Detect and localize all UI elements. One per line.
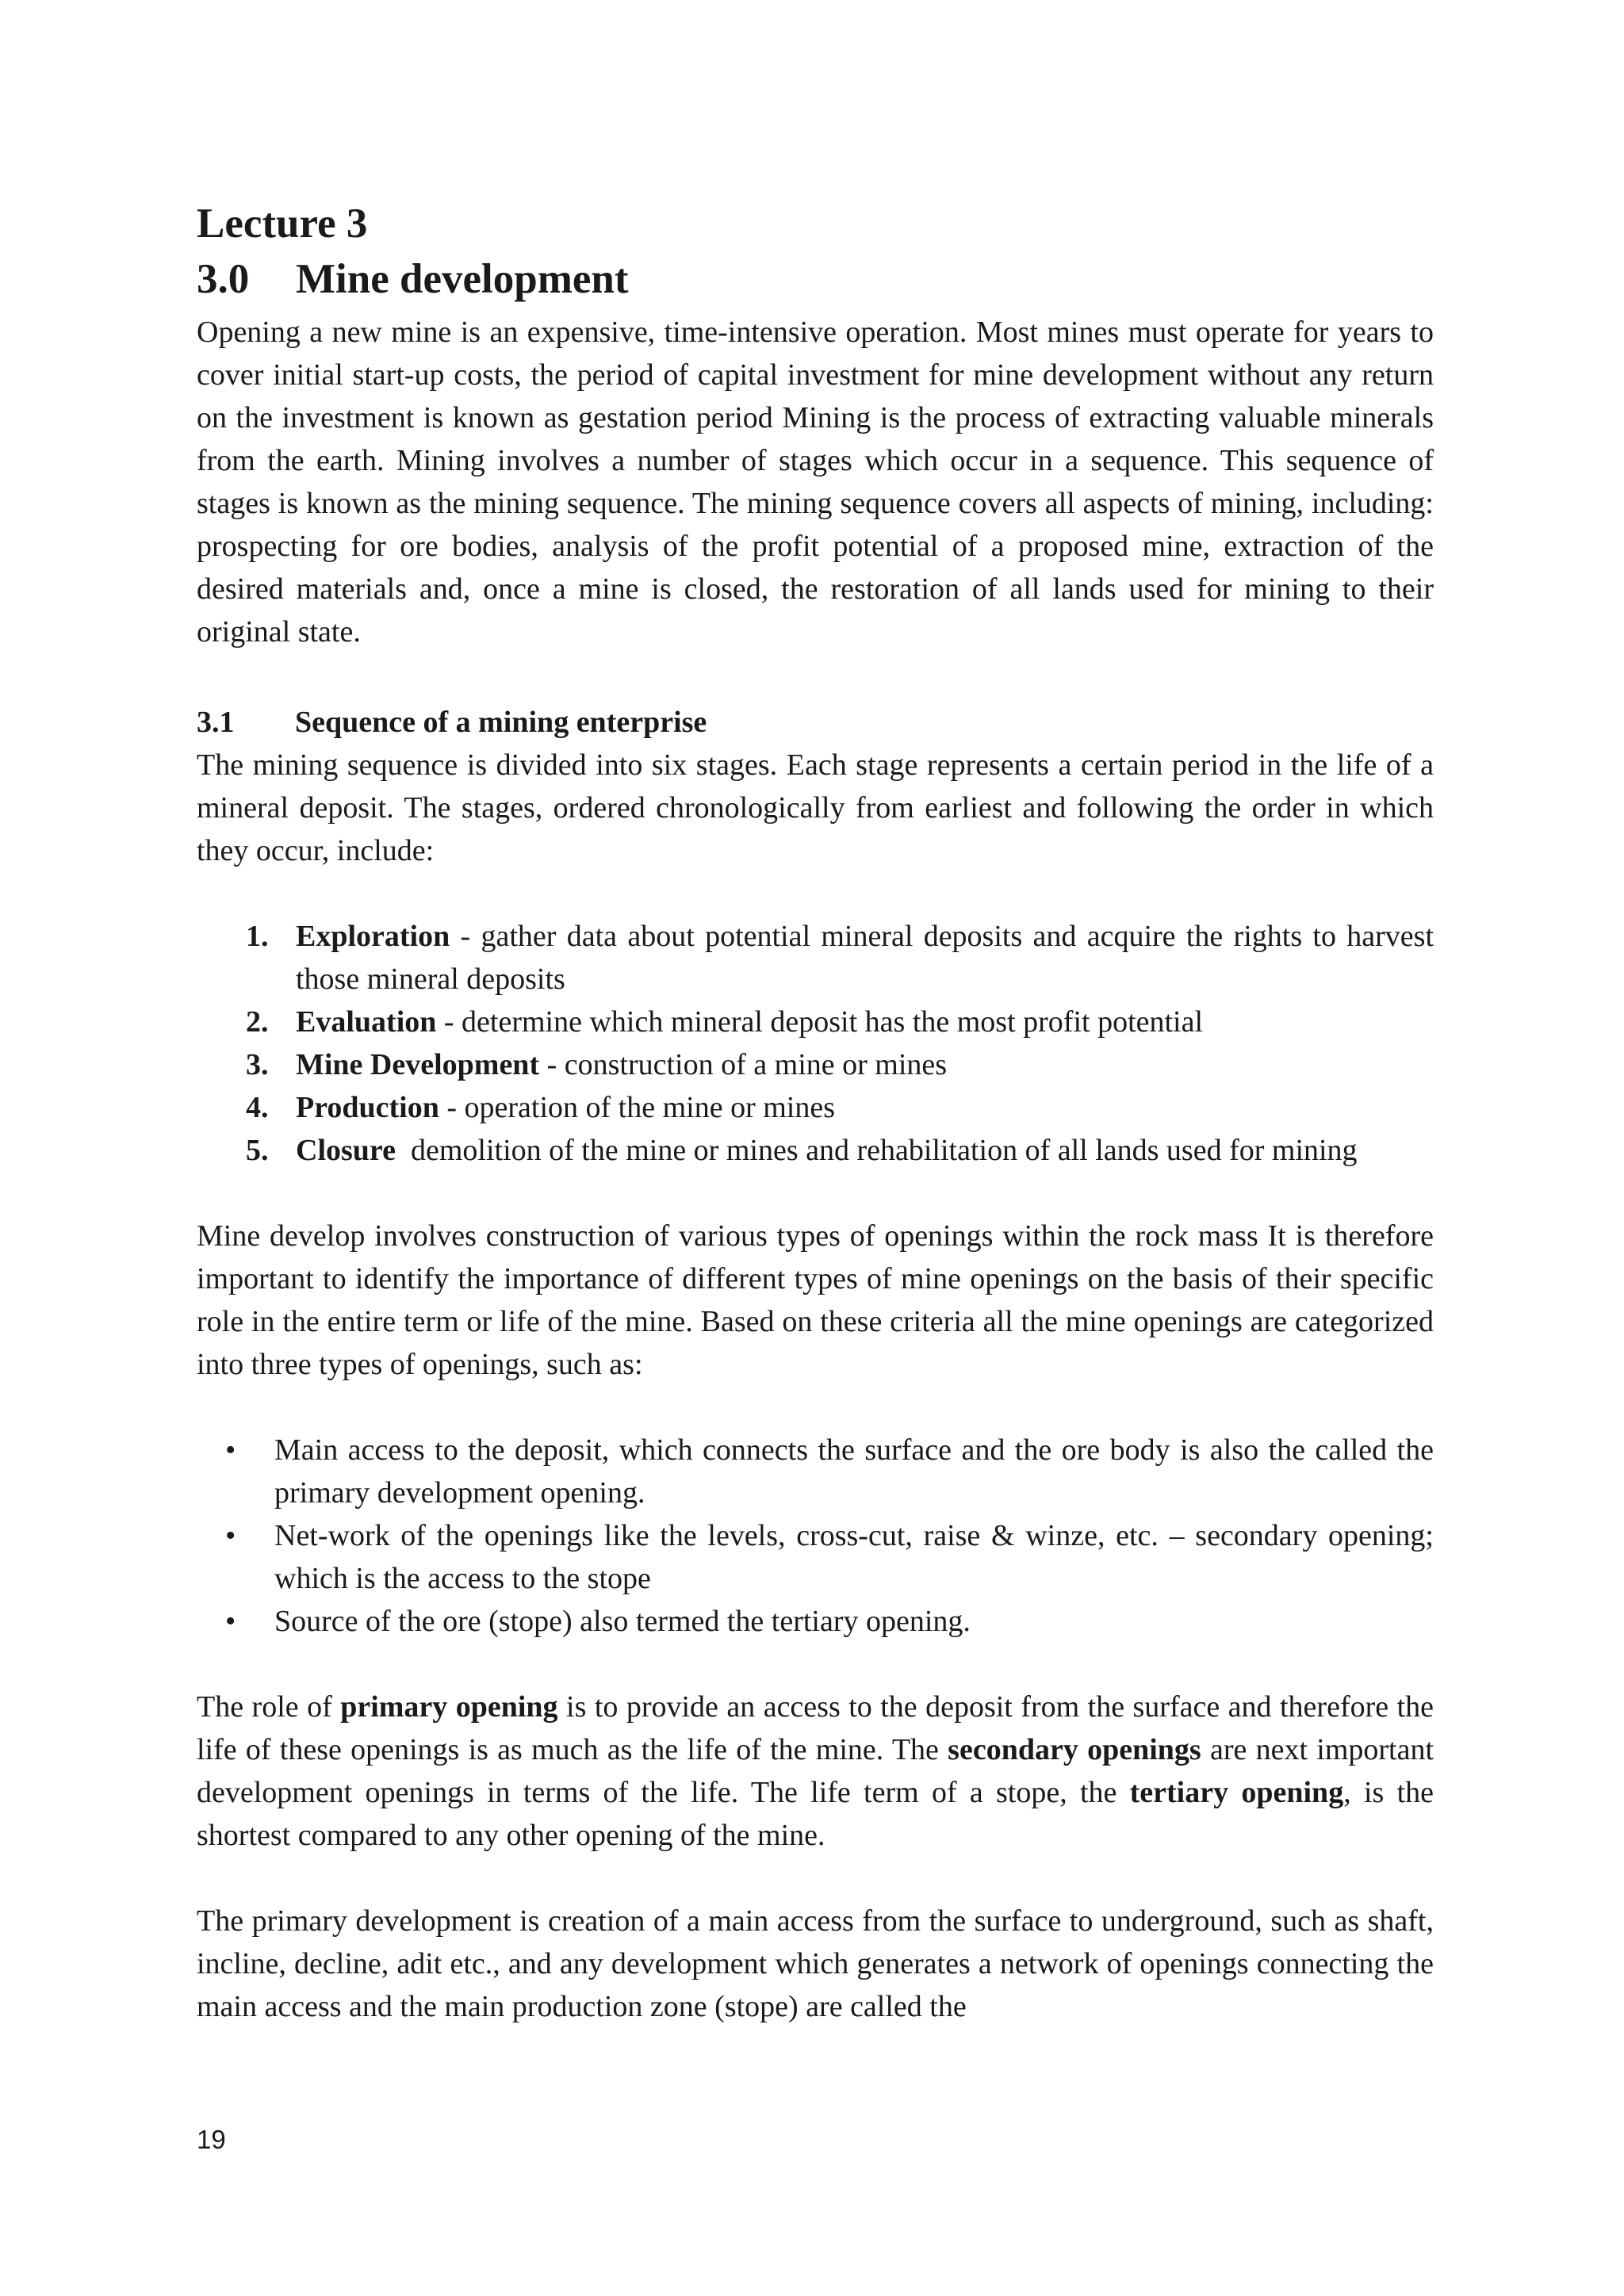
opening-list-item bbox=[197, 1600, 1434, 1643]
intro-paragraph: Opening a new mine is an expensive, time-intensive operation. Most mines must operate for years to cover initial start-up costs, the period of capital investment for mine development without any return on the investment is known as gestation period Mining is the process of extracting valuable minerals from the earth. Mining involves a number of stages which occur in a sequence. This sequence of stages is known as the mining sequence. The mining sequence covers all aspects of mining, including: prospecting for ore bodies, analysis of the profit potential of a proposed mine, extraction of the desired materials and, once a mine is closed, the restoration of all lands used for mining to their original state. bbox=[197, 316, 1434, 649]
stage-number: 5. bbox=[246, 1134, 269, 1167]
stage-description: - operation of the mine or mines bbox=[439, 1091, 836, 1124]
stage-number: 3. bbox=[246, 1048, 269, 1081]
stage-number: 1. bbox=[246, 920, 269, 953]
stage-number: 2. bbox=[246, 1005, 269, 1039]
stage-term: Closure bbox=[296, 1134, 396, 1167]
stage-description: - determine which mineral deposit has the most profit potential bbox=[436, 1005, 1204, 1039]
stage-item bbox=[197, 1043, 1434, 1086]
role-term-tertiary: tertiary opening bbox=[1129, 1776, 1344, 1809]
stage-term: Exploration bbox=[296, 920, 450, 953]
primary-development-paragraph: The primary development is creation of a main access from the surface to underground, such as shaft, incline, decline, adit etc., and any development which generates a network of openings connecting the main access and the main production zone (stope) are called the bbox=[197, 1904, 1434, 2023]
bullet-icon: • bbox=[225, 1519, 236, 1552]
stage-term: Mine Development bbox=[296, 1048, 540, 1081]
section-title: Mine development bbox=[296, 256, 629, 302]
role-term-secondary: secondary openings bbox=[948, 1733, 1201, 1766]
role-paragraph bbox=[197, 1686, 1434, 1857]
role-term-primary: primary opening bbox=[340, 1690, 558, 1724]
opening-list-item bbox=[197, 1514, 1434, 1600]
lecture-title: Lecture 3 bbox=[197, 201, 368, 247]
openings-paragraph: Mine develop involves construction of various types of openings within the rock mass It is therefore important to identify the importance of different types of mine openings on the basis of their specific role in the entire term or life of the mine. Based on these criteria all the mine openings are categorized into three types of openings, such as: bbox=[197, 1219, 1434, 1381]
stage-description: demolition of the mine or mines and rehabilitation of all lands used for mining bbox=[395, 1134, 1358, 1167]
stage-term: Production bbox=[296, 1091, 439, 1124]
role-text: are next important development openings in terms of the life. The life term of a stope, the bbox=[197, 1733, 1434, 1809]
opening-list-item bbox=[197, 1429, 1434, 1514]
subsection-number: 3.1 bbox=[197, 706, 235, 739]
stage-item bbox=[197, 1129, 1434, 1172]
subsection-title: Sequence of a mining enterprise bbox=[295, 706, 707, 739]
role-text: is to provide an access to the deposit from the surface and therefore the life of these openings is as much as the life of the mine. The bbox=[197, 1690, 1434, 1766]
page-content bbox=[197, 198, 1434, 2028]
stage-description: - construction of a mine or mines bbox=[539, 1048, 948, 1081]
stage-description: - gather data about potential mineral deposits and acquire the rights to harvest those mineral deposits bbox=[296, 920, 1434, 996]
bullet-icon: • bbox=[225, 1433, 236, 1467]
role-text: The role of bbox=[197, 1690, 341, 1724]
bullet-icon: • bbox=[225, 1605, 236, 1638]
section-heading bbox=[197, 254, 1434, 304]
subsection-heading bbox=[197, 701, 1434, 744]
page-number: 19 bbox=[197, 2125, 226, 2154]
opening-text: Source of the ore (stope) also termed the tertiary opening. bbox=[274, 1605, 971, 1638]
subsection-paragraph: The mining sequence is divided into six stages. Each stage represents a certain period in the life of a mineral deposit. The stages, ordered chronologically from earliest and following the order in which they occur, include: bbox=[197, 748, 1434, 867]
section-number: 3.0 bbox=[197, 256, 250, 302]
opening-text: Main access to the deposit, which connects the surface and the ore body is also the called the primary development opening. bbox=[274, 1433, 1434, 1510]
stage-term: Evaluation bbox=[296, 1005, 437, 1039]
opening-text: Net-work of the openings like the levels, cross-cut, raise & winze, etc. – secondary opening; which is the access to the stope bbox=[274, 1519, 1434, 1595]
role-text: , is the shortest compared to any other opening of the mine. bbox=[197, 1776, 1434, 1852]
openings-list bbox=[197, 1429, 1434, 1643]
stage-item bbox=[197, 1086, 1434, 1129]
stage-item bbox=[197, 1001, 1434, 1043]
stage-item bbox=[197, 915, 1434, 1001]
stages-list bbox=[197, 915, 1434, 1172]
stage-number: 4. bbox=[246, 1091, 269, 1124]
